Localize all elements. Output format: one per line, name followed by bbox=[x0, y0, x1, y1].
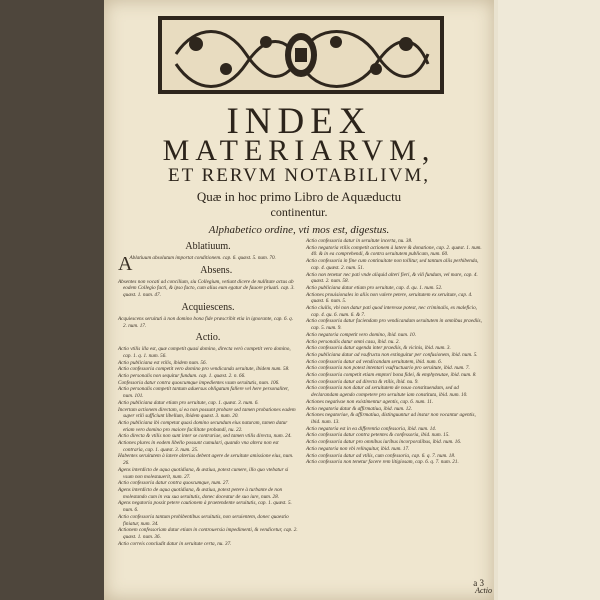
index-entry-text: Actio confessoria competit etiam emptori bona fidei, & emphyteutae, ibid. num. 8. bbox=[306, 372, 477, 379]
index-entry-text: Actio personalis competit tantum aduersus obligatum fallere vel here personaliter, num. 101. bbox=[118, 386, 289, 400]
index-entry-text: Actio confessoria datur ad vtilis, cum confessoria, cap. 6. q. 7. num. 18. bbox=[306, 452, 456, 459]
index-ordering-note: Alphabetico ordine, vti mos est, digestus. bbox=[208, 224, 390, 236]
index-entry-text: Actio negatoria vtilis competit actionem à latere & donatione, cap. 2. quæst. 1. num. 40. & in ea comprehendi, & contra seruitutem publicam, num. 60. bbox=[306, 244, 482, 258]
book-gutter bbox=[0, 0, 104, 600]
index-entry bbox=[118, 500, 298, 513]
index-entry-text: Actio confessoria in fine cum continuitate non tollitur, sed tantum aliis perhibenda, cap. 4. quæst. 2. num. 51. bbox=[306, 258, 479, 271]
index-subtitle: MATERIARVM, bbox=[162, 134, 436, 167]
index-entry-text: Actio confessoria datur ad directa & vtilis, ibid. nu. 9. bbox=[306, 378, 419, 385]
index-entry bbox=[118, 346, 298, 359]
index-description-2: continentur. bbox=[270, 205, 328, 219]
index-entry-text: Actio confessoria datur contra quoscumque, num. 27. bbox=[118, 480, 230, 487]
index-entry-text: Actio ciuilis, vbi non datur pati quod interesse potest, nec criminalis, ex maleficio, cap. 4. qu. 6. num. 6. & 7. bbox=[306, 305, 477, 318]
index-entry-text: Actiones plures in eodem libello possunt cumulari, quando vna altera non est contraria, cap. 1. quæst. 3. num. 25. bbox=[118, 440, 279, 453]
index-entry-text: Absentes non vocati ad concilium, siu Collegium, vetiunt dicere de nullitate actus ab eodem Collegio facti, & ipso facto, cum alius eum egatur de fauore priuati. cap. 3. quæst. 1. num. 47. bbox=[118, 278, 295, 299]
index-entry bbox=[118, 433, 298, 440]
index-entry-text: Acquiescens seruituti à non domino bona fide præscribit etia in ignorante, cap. 6. q. 2. num. 17. bbox=[118, 315, 294, 329]
index-entry bbox=[118, 527, 298, 540]
index-title: INDEX bbox=[226, 101, 372, 142]
index-entry-text: Actio confessoria non tenetur facere rem litigiosam, cap. 6. q. 7. num. 21. bbox=[306, 459, 459, 466]
catchword: Actio bbox=[475, 586, 492, 595]
index-heading: Acquiescens. bbox=[181, 301, 235, 313]
index-entry bbox=[306, 385, 482, 398]
index-entry bbox=[306, 352, 482, 359]
index-entry-text: Actio confessoria datur agenda inter praediis, & vicinis, ibid. num. 3. bbox=[306, 345, 451, 352]
index-entry bbox=[118, 453, 298, 466]
index-entry bbox=[306, 238, 482, 245]
index-entry-text: Actio publiciana est vtilis, ibidem num. 56. bbox=[118, 359, 207, 366]
index-entry bbox=[306, 412, 482, 425]
index-entry-text: Actio publiciana ibi competat quasi domino secundum eius naturam, tamen datur etiam vero domino pro maiore facilitate probandi, nu. 22. bbox=[118, 419, 288, 433]
index-entry bbox=[306, 305, 482, 318]
index-entry-text: Actio non tenetur nec pati vnde aliquid alteri fieri, & vili fundum, vel mare, cap. 4. quæst. 2. num. 58. bbox=[306, 271, 478, 285]
index-entry-text: Actio vtilis illa est, quæ competit quasi domino, directa verò competit vero domino, cap. 1. q. 1. num. 56. bbox=[118, 346, 291, 359]
index-entry-text: Actio confessoria competit vero domino pro vendicanda seruitute, ibidem num. 58. bbox=[118, 366, 290, 373]
index-entry bbox=[306, 318, 482, 331]
facing-page bbox=[498, 0, 600, 600]
index-description: Quæ in hoc primo Libro de Aquæductu bbox=[196, 189, 402, 204]
index-entry-text: Actionem confessoriam datur etiam in controuersia impedimenti, & vendicetur, cap. 2. quæst. 1. num. 36. bbox=[118, 527, 298, 540]
index-entry bbox=[306, 258, 482, 271]
index-entry bbox=[118, 480, 298, 487]
index-entry bbox=[306, 292, 482, 305]
index-entry-text: Ablatiuum absolutum importat conditionem. cap. 6. quæst. 5. num. 70. bbox=[129, 255, 276, 261]
index-entry-text: Actio personalis datur omni casu, ibid. nu. 2. bbox=[306, 338, 400, 345]
index-entry bbox=[306, 272, 482, 285]
index-entry bbox=[118, 386, 298, 399]
index-entry-text: Actio negatoria est in ea differentia confessoria, ibid. num. 14. bbox=[306, 425, 437, 432]
index-entry bbox=[118, 514, 298, 527]
index-entry bbox=[118, 373, 298, 380]
index-entry bbox=[118, 467, 298, 480]
index-entry bbox=[118, 440, 298, 453]
index-entry bbox=[118, 279, 298, 299]
index-entry-text: Actio publiciana datur ad vsufructu non extinguitur per confusionem, ibid. num. 5. bbox=[306, 351, 478, 358]
index-entry-text: Confessoria datur contra quoscumque impedientes vsum seruitutis, num. 106. bbox=[118, 379, 280, 386]
index-entry-text: Agens interdicto de aqua quotidiana, & æstiua, potest petere à turbante de non molestando cum in vsu sua seruitutis, donec doceatur de suo iure, num. 28. bbox=[118, 486, 283, 500]
index-subtitle-2: ET RERVM NOTABILIVM, bbox=[168, 165, 430, 186]
index-entry-text: Incertam actionem directam, si ea non possunt probare sed tamen probationes eadem super vtili sufficiunt libellum, ibidem quæst. 3. num. 20. bbox=[118, 406, 296, 420]
index-entry-text: Actiones negativae non existimentur agentis, cap. 6. num. 11. bbox=[306, 398, 434, 405]
decorated-initial: A bbox=[118, 253, 133, 275]
index-heading: Absens. bbox=[200, 264, 233, 276]
index-entry-text: Actio negatoria competit vero domino, ibid. num. 10. bbox=[306, 331, 417, 338]
index-entry bbox=[118, 400, 298, 407]
index-heading: Actio. bbox=[195, 332, 221, 344]
signature-mark: a 3 bbox=[473, 578, 484, 588]
index-entry bbox=[306, 345, 482, 352]
index-entry-text: Actio confessoria datur faciendam pro vendicandam seruitutem in omnibus praediis, cap. 5. num. 9. bbox=[306, 318, 482, 332]
index-entry-text: Actio confessoria datur in seruitute incerta, nu. 38. bbox=[306, 238, 413, 244]
index-entry-text: Actio confessoria datur contra petentes & confessoria, ibid. num. 15. bbox=[306, 432, 450, 439]
index-entry-text: Actio confessoria datur pro omnibus iuribus incorporalibus, ibid. num. 16. bbox=[306, 439, 462, 446]
index-entry-text: Actio confessoria tantum prohibentibus seruitutis, non seruientem, donec quaestio finiatur, num. 34. bbox=[118, 513, 289, 527]
right-index-column bbox=[306, 238, 482, 466]
index-entry-text: Actiones negatoriae, & affirmatiua, distinguuntur ad instar non vocantur agentis, ibid. num. 13. bbox=[306, 412, 476, 425]
index-entry bbox=[118, 541, 298, 548]
index-entry bbox=[118, 420, 298, 433]
index-entry bbox=[306, 285, 482, 292]
index-entry-text: Actio confessoria datur ad vendicandam seruitutem, ibid. num. 6. bbox=[306, 358, 443, 365]
document-page bbox=[104, 0, 494, 600]
index-entry-text: Actio personalis non sequitur fundum. cap. 1. quæst. 2. n. 66. bbox=[118, 373, 246, 380]
index-entry-text: Actio negatoria non vbi relinquitur, ibid. num. 17. bbox=[306, 445, 410, 452]
ornament-headpiece-icon bbox=[156, 14, 446, 96]
index-entry-text: Agens negatoria possit petere cautionem à praetendente seruitutis, cap. 1. quæst. 5. num. 6. bbox=[118, 500, 292, 514]
index-entry-text: Actio correis concludit datur in seruitute certa, nu. 37. bbox=[118, 540, 232, 547]
index-entry bbox=[118, 316, 298, 329]
index-heading: Ablatiuum. bbox=[185, 241, 231, 252]
index-entry-text: Habentes seruitutem à latere alterius debent agere de seruitute amissione eius, num. 26. bbox=[118, 453, 294, 467]
index-entry bbox=[306, 459, 482, 466]
left-index-column bbox=[118, 238, 298, 547]
index-entry-text: Agens interdicto de aqua quotidiana, & æstiua, potest cumere, illo quo vtebatur si vsum non molestauerit, num. 27. bbox=[118, 466, 289, 480]
index-entry bbox=[306, 372, 482, 379]
index-entry bbox=[306, 446, 482, 453]
index-entry-text: Actiones prouisionales in aliis non valere petere, seruitutem ex seruitute, cap. 4. quæst. 6. num. 5. bbox=[306, 291, 473, 305]
index-entry bbox=[306, 399, 482, 406]
index-entry-text: Actio publiciana datur etiam pro seruitute, cap. 4. qu. 1. num. 52. bbox=[306, 284, 443, 291]
index-entry-text: Actio directa & vtilis non sunt inter se contrariae, sed tamen vtilis directa, num. 24. bbox=[118, 433, 292, 440]
index-entry-text: Actio publiciana datur etiam pro seruitute, cap. 1. quæst. 3. num. 6. bbox=[118, 399, 259, 406]
index-entry-text: Actio negatoria datur & affirmatiua, ibid. num. 12. bbox=[306, 405, 413, 412]
index-entry bbox=[306, 439, 482, 446]
index-entry bbox=[306, 332, 482, 339]
index-entry-text: Actio confessoria non potest intentari vsufructuario pro seruitute, ibid. num. 7. bbox=[306, 365, 470, 372]
index-entry bbox=[306, 245, 482, 258]
index-entry bbox=[118, 487, 298, 500]
index-entry-text: Actio confessoria non datur ad seruitutem de nouo constituendam, sed ad declarandam agendo competere pro seruitute iam constituta, ibid. num. 10. bbox=[306, 385, 468, 399]
index-entry bbox=[118, 407, 298, 420]
